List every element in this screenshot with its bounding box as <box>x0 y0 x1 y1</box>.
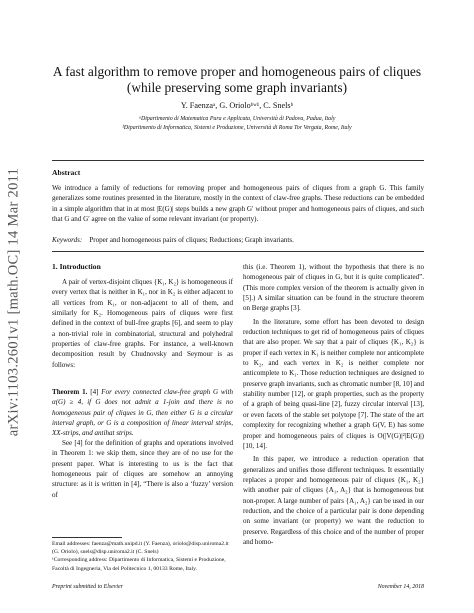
paper-title <box>40 64 434 96</box>
footnote-rule <box>52 537 122 538</box>
footnote-corresponding: ¹Corresponding address: Dipartimento di Informatica, Sistemi e Produzione, Facoltà di Ingegneria, Via del Politecnico 1, 00133 Rome, Italy. <box>52 557 226 572</box>
footer-left: Preprint submitted to Elsevier <box>52 584 123 590</box>
right-column <box>243 262 424 547</box>
authors: Y. Faenzaᵃ, G. Orioloᵇʷ¹, C. Snelsᵇ <box>180 101 294 110</box>
footnote-emails: Email addresses: faenza@math.unipd.it (Y. Faenza), oriolo@disp.uniroma2.it (G. Oriolo), snels@disp.uniroma2.it (C. Snels) <box>52 541 229 556</box>
right-paragraph-3: In this paper, we introduce a reduction operation that generalizes and unifies those different techniques. It essentially replaces a proper and homogeneous pair of cliques {K₁, K₂} with another pair of cliques {A₁, A₂} that is homogeneous but non-proper. A large number of pairs {A₁, A₂} can be used in our reduction, and the choice of a particular pair is done depending on some invariant (or property) we want the reduction to preserve. Regardless of this choice and of the number of proper and homo- <box>243 455 424 546</box>
affiliation-b: ᵇDipartimento di Informatica, Sistemi e Produzione, Università di Roma Tor Vergata, Rome, Italy <box>122 125 352 131</box>
abstract-text: We introduce a family of reductions for removing proper and homogeneous pairs of cliques from a graph G. This family generalizes some routines presented in the literature, mostly in the context of claw-free graphs. These reductions can be embedded in a simple algorithm that in at most |E(G)| steps builds a new graph G′ without proper and homogeneous pairs of cliques, and such that G and G′ agree on the value of some relevant invariant (or property). <box>52 184 424 223</box>
arxiv-stamp-text: arXiv:1103.2601v1 [math.OC] 14 Mar 2011 <box>5 167 22 437</box>
theorem-text: For every connected claw-free graph G with α(G) ≥ 4, if G does not admit a 1-join and there is no homogeneous pair of cliques in G, then either G is a circular interval graph, or G is a composition of linear interval strips, XX-strips, and antihat strips. <box>52 388 234 438</box>
keywords <box>52 236 424 244</box>
page-footer <box>52 584 424 590</box>
abstract-top-rule <box>52 160 424 161</box>
abstract-bottom-rule <box>52 251 424 252</box>
right-paragraph-2: In the literature, some effort has been devoted to design reduction techniques to get rid of homogeneous pairs of cliques that are also proper. We say that a pair of cliques {K₁, K₂} is proper if each vertex in K₁ is neither complete nor anticomplete to K₂, and each vertex in K₂ is neither complete nor anticomplete to K₁. Those reduction techniques are designed to preserve graph invariants, such as chromatic number [8, 10] and stability number [12], or graph properties, such as the property of a graph of being quasi-line [2], fuzzy circular interval [13], or even facets of the stable set polytope [7]. The state of the art complexity for recognizing whether a graph G(V, E) has some proper and homogeneous pairs of cliques is O(|V(G)|²|E(G)|) [10, 14]. <box>243 317 425 450</box>
theorem-1 <box>52 387 233 439</box>
footnotes <box>52 540 233 573</box>
intro-paragraph-2 <box>52 438 233 500</box>
abstract-heading: Abstract <box>52 168 81 177</box>
arxiv-stamp <box>6 132 22 472</box>
keywords-text: Proper and homogeneous pairs of cliques; Reductions; Graph invariants. <box>89 236 294 244</box>
affiliation-a: ᵃDipartimento di Matematica Pura e Applicata, Università di Padova, Padua, Italy <box>138 116 336 122</box>
title-line-2: (while preserving some graph invariants) <box>126 80 348 95</box>
footer-right: November 14, 2018 <box>377 584 424 590</box>
affiliations <box>40 115 434 133</box>
section-heading: 1. Introduction <box>52 262 101 271</box>
intro-paragraph-1-text: A pair of vertex-disjoint cliques {K₁, K₂} is homogeneous if every vertex that is neither in K₁, nor in K₂ is either adjacent to all vertices from K₁, or non-adjacent to all of them, and similarly for K₂. Homogeneous pairs of cliques were first defined in the context of bull-free graphs [6], and seem to play a non-trivial role in combinatorial, structural and polyhedral properties of claw-free graphs. For instance, a well-known decomposition result by Chudnovsky and Seymour is as follows: <box>52 278 233 369</box>
keywords-label: Keywords: <box>52 236 83 244</box>
right-paragraph-1: this (i.e. Theorem 1), without the hypothesis that there is no homogeneous pair of cliques in G, but it is quite complicated”. (This more complex version of the theorem is actually given in [5].) A similar situation can be found in the structure theorem on Berge graphs [3]. <box>243 263 424 313</box>
intro-paragraph-2-text: See [4] for the definition of graphs and operations involved in Theorem 1: we skip them, since they are of no use for the present paper. What is interesting to us is the fact that homogeneous pair of cliques are somehow an annoying structure: as it is written in [4], “There is also a ‘fuzzy’ version of <box>52 439 233 499</box>
theorem-label: Theorem 1. <box>52 388 88 396</box>
theorem-ref: [4] <box>90 388 99 396</box>
intro-paragraph-1 <box>52 277 233 370</box>
title-line-1: A fast algorithm to remove proper and homogeneous pairs of cliques <box>52 64 422 79</box>
